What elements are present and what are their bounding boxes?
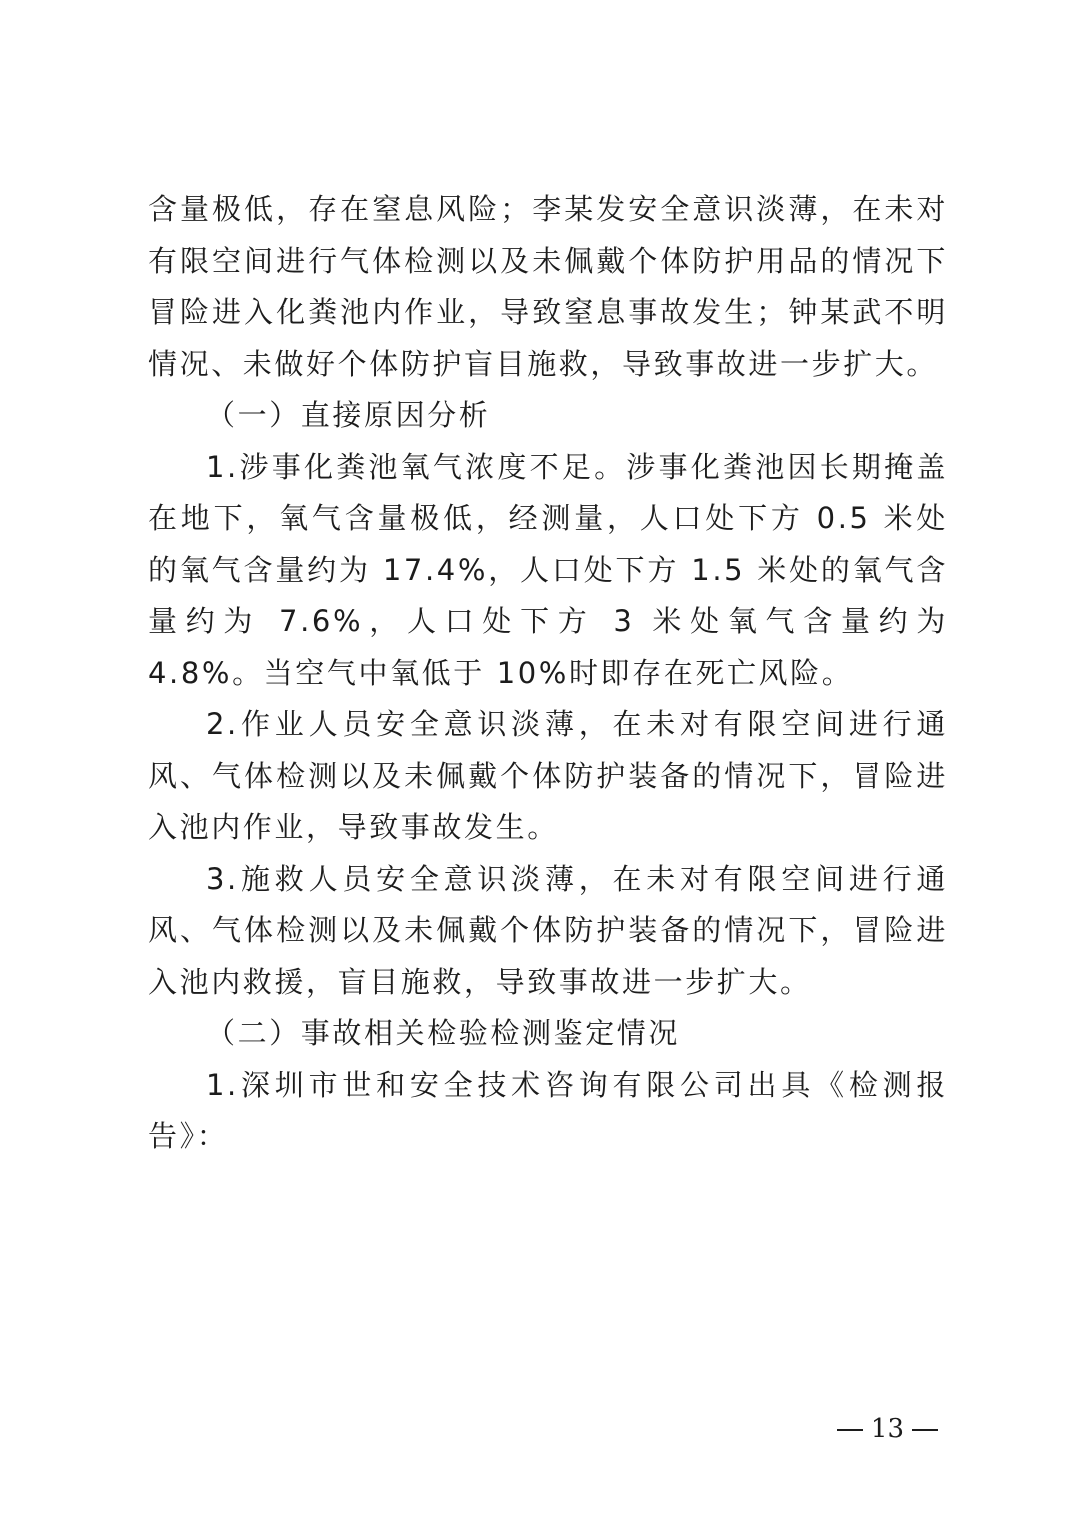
- paragraph-item-2: 2.作业人员安全意识淡薄，在未对有限空间进行通风、气体检测以及未佩戴个体防护装备的情况下，冒险进入池内作业，导致事故发生。: [148, 707, 948, 844]
- footer-dash-left: [837, 1429, 863, 1431]
- page-number: 13: [870, 1414, 904, 1444]
- footer-dash-right: [912, 1429, 938, 1431]
- paragraph-continuation: 含量极低，存在窒息风险；李某发安全意识淡薄，在未对有限空间进行气体检测以及未佩戴个体防护用品的情况下冒险进入化粪池内作业，导致窒息事故发生；钟某武不明情况、未做好个体防护盲目施救，导致事故进一步扩大。: [148, 192, 948, 381]
- section-heading-inspection: （二）事故相关检验检测鉴定情况: [206, 1016, 681, 1050]
- section-heading-direct-cause: （一）直接原因分析: [206, 398, 491, 432]
- paragraph-report-item: 1.深圳市世和安全技术咨询有限公司出具《检测报告》：: [148, 1067, 948, 1153]
- paragraph-item-3: 3.施救人员安全意识淡薄，在未对有限空间进行通风、气体检测以及未佩戴个体防护装备的情况下，冒险进入池内救援，盲目施救，导致事故进一步扩大。: [148, 861, 948, 999]
- paragraph-item-1: 1.涉事化粪池氧气浓度不足。涉事化粪池因长期掩盖在地下，氧气含量极低，经测量，人口处下方 0.5 米处的氧气含量约为 17.4%，人口处下方 1.5 米处的氧气含量约为 7.6%，人口处下方 3 米处氧气含量约为 4.8%。当空气中氧低于 10%时即存在死亡风险。: [148, 449, 948, 690]
- page-footer: [0, 1414, 946, 1444]
- document-body: [148, 184, 948, 1163]
